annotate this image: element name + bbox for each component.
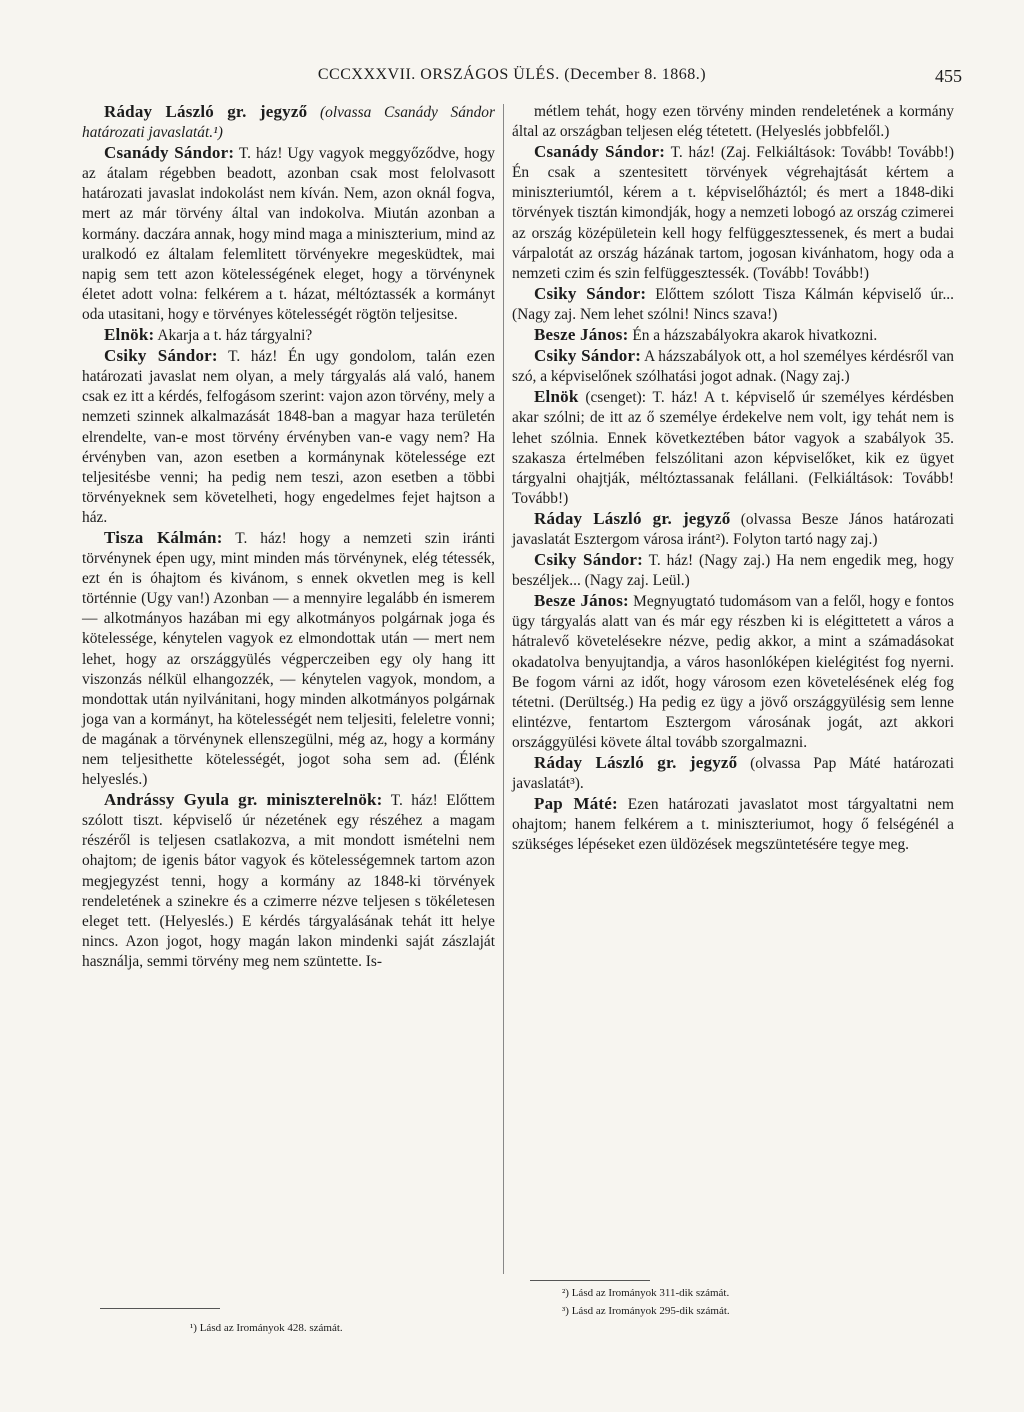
paragraph (512, 509, 954, 550)
footnote-left: ¹) Lásd az Irományok 428. számát. (190, 1322, 343, 1334)
speech-text: (csenget): T. ház! A t. képviselő úr személyes kérdésben akar szólni; de itt az ő személye érdekelve nem volt, igy tehát nem is lehet szólnia. Ennek következtében bátor vagyok a szabályok 35. szakasza értelmében felszólitani azon képviselőket, kik ez ügyet tárgyalni ohajtják, méltóztassanak felállani. (Felkiáltások: Tovább! Tovább!) (512, 389, 954, 507)
speaker-name: Csiky Sándor: (104, 346, 218, 366)
paragraph (82, 143, 495, 325)
speaker-name: Csiky Sándor: (534, 346, 642, 366)
page-number: 455 (935, 66, 962, 86)
paragraph (512, 753, 954, 794)
speaker-name: Ráday László gr. jegyző (534, 753, 738, 772)
paragraph (512, 550, 954, 591)
speech-text: (olvassa Besze János határozati javaslatát Esztergom városa iránt²). Folyton tartó nagy zaj.) (512, 510, 954, 548)
paragraph (512, 142, 954, 284)
speaker-name: Besze János: (534, 325, 629, 345)
speaker-name: Pap Máté: (534, 794, 618, 814)
paragraph (82, 325, 495, 346)
speaker-name: Ráday László gr. jegyző (104, 102, 308, 121)
speech-text: (olvassa Csanády Sándor határozati javaslatát.¹) (82, 104, 495, 142)
speech-text: Én a házszabályokra akarok hivatkozni. (628, 327, 878, 345)
paragraph (512, 284, 954, 325)
speech-text: (olvassa Pap Máté határozati javaslatát³). (512, 755, 955, 793)
speaker-name: Ráday László gr. jegyző (534, 508, 731, 528)
speech-text: T. ház! hogy a nemzeti szin iránti törvénynek épen ugy, mint minden más törvénynek, elég tétessék, ezt én is óhajtom és kivánom, s ennek okvetlen meg is kell történnie (Ugy van!) Azonban — a mennyire legalább én ismerem — alkotmányos hazában mi egy alkotmányos polgárnak joga és kötelessége, kénytelen vagyok ez elmondottak után — mert nem lehet, hogy az országgyülés végperczeiben egy oly hang itt viszonzás nélkül elhangozzék, — kénytelen vagyok, mondom, a mondottak után nyilvánitani, hogy minden alkotmányos polgárnak joga van a kormányt, ha kötelességét nem teljesiti, feleletre vonni; de magának a törvénynek ellenszegülni, még az, hogy a kormány nem teljesithette kötelességét, jogot soha sem ad. (Élénk helyeslés.) (82, 529, 495, 789)
paragraph (512, 102, 954, 142)
speech-text: T. ház! Előttem szólott tiszt. képviselő úr nézetének egy részéhez a magam részéről is teljesen csatlakozva, a mit mondott ismételni nem ohajtom; de igenis bátor vagyok és kötelességemnek tartom azon megjegyzést tenni, hogy a kormány az 1848-ki törvények rendeletének a szinekre és a czimerre nézve teljesen s tökéletesen eleget tett. (Helyeslés.) E kérdés tárgyalásának tehát itt helye nincs. Azon jogot, hogy magán lakon mindenki saját zászlaját használja, semmi törvény meg nem szüntette. Is- (82, 792, 495, 970)
speaker-name: Elnök: (104, 325, 155, 345)
footnote-right-2: ³) Lásd az Irományok 295-dik számát. (562, 1305, 730, 1317)
footnote-rule-right (530, 1280, 650, 1281)
paragraph (512, 387, 954, 509)
speaker-name: Elnök (534, 387, 579, 407)
speaker-name: Besze János: (534, 591, 629, 611)
paragraph (512, 346, 954, 387)
speaker-name: Csanády Sándor: (104, 143, 235, 163)
speech-text: A házszabályok ott, a hol személyes kérdésről van szó, a képviselőnek szólhatási jogot adnak. (Nagy zaj.) (512, 348, 954, 386)
page-header (0, 62, 1024, 92)
left-column (82, 102, 495, 972)
paragraph (82, 790, 495, 972)
speech-text: T. ház! (Zaj. Felkiáltások: Tovább! Tovább!) Én csak a szentesitett törvények végrehajtását kértem a miniszteriumtól, kérem a t. képviselőháztól; és mert a 1848-diki törvények tisztán kimondják, hogy a nemzeti lobogó az ország czimerei az ország középületein kell hogy felfüggesztessenek, és mert a budai várpalotát az ország házának tartom, jogosan kivánhatom, hogy oda a nemzeti czim és szin felfüggesztessék. (Tovább! Tovább!) (512, 144, 954, 282)
speaker-name: Tisza Kálmán: (104, 527, 223, 547)
speech-text: T. ház! Én ugy gondolom, talán ezen határozati javaslat nem olyan, a mely tárgyalás alá való, hanem csak ez itt a kérdés, felfogásom szerint: vajon azon törvény, mely a nemzeti szinnek alkalmazását 1848-ban a magyar haza területén elrendelte, van-e most törvény érvényben van-e vagy nem? Ha érvényben van, azon esetben a kormánynak kötelessége ezt teljesitésbe venni; ha pedig nem teszi, azon esetben a többi törvényeknek sem követelheti, hogy engedelmes fejet hajtson a ház. (82, 348, 496, 526)
session-title: CCCXXXVII. ORSZÁGOS ÜLÉS. (December 8. 1868.) (317, 66, 707, 83)
speaker-name: Csiky Sándor: (534, 283, 647, 303)
speaker-name: Csanády Sándor: (534, 142, 666, 162)
speaker-name: Csiky Sándor: (534, 550, 644, 570)
speech-text: T. ház! (Nagy zaj.) Ha nem engedik meg, hogy beszéljek... (Nagy zaj. Leül.) (512, 552, 954, 590)
speech-text: Akarja a t. ház tárgyalni? (154, 327, 313, 345)
speech-text: Előttem szólott Tisza Kálmán képviselő úr... (Nagy zaj. Nem lehet szólni! Nincs szava!) (512, 285, 954, 323)
footnote-rule-left (100, 1308, 220, 1309)
footnote-right-1: ²) Lásd az Irományok 311-dik számát. (562, 1287, 730, 1299)
paragraph (512, 591, 954, 753)
right-column (512, 102, 954, 855)
speech-text: Megnyugtató tudomásom van a felől, hogy e fontos ügy tárgyalás alatt van és már egy részben ki is elégittetett a város a hátralevő követelésekre nézve, pedig akkor, a mint a számadásokat okadatolva benyujtandja, a város hasonlóképen kielégitést fog nyerni. Be fogom várni az időt, hogy városom ezen követelésének elég fog tétetni. (Derültség.) Ha pedig ez ügy a jövő országgyülésig sem lenne elintézve, fentartom Esztergom városának jogát, azt akkori országgyülési követe által tovább szorgalmazni. (512, 593, 954, 751)
paragraph (82, 346, 495, 528)
paragraph (82, 102, 495, 143)
speech-text: T. ház! Ugy vagyok meggyőződve, hogy az átalam régebben beadott, azonban csak most felolvasott határozati javaslat indokolást nem kíván. Nem, azon oknál fogva, mert az már törvény által van indokolva. Miután azonban a kormány. daczára annak, hogy mind maga a miniszterium, mind az uralkodó ez általam felemlitett törvényekre megesküdtek, mai napig sem tett azon kötelességének eleget, hogy a törvénynek életet adott volna: felkérem a t. házat, méltóztassék a kormányt oda utasitani, hogy e törvényes kötelességét rögtön teljesitse. (82, 145, 496, 323)
speech-text: métlem tehát, hogy ezen törvény minden rendeletének a kormány által az országban teljesen elég tétetett. (Helyeslés jobbfelől.) (512, 103, 954, 141)
column-divider (503, 104, 504, 1274)
speaker-name: Andrássy Gyula gr. miniszterelnök: (104, 790, 383, 810)
speech-text: Ezen határozati javaslatot most tárgyaltatni nem ohajtom; hanem felkérem a t. miniszteriumot, hogy ő felségénél a szükséges lépéseket ezen üldözések megszüntetésére tegye meg. (512, 796, 954, 854)
paragraph (512, 794, 954, 855)
paragraph (512, 325, 954, 346)
paragraph (82, 528, 495, 790)
